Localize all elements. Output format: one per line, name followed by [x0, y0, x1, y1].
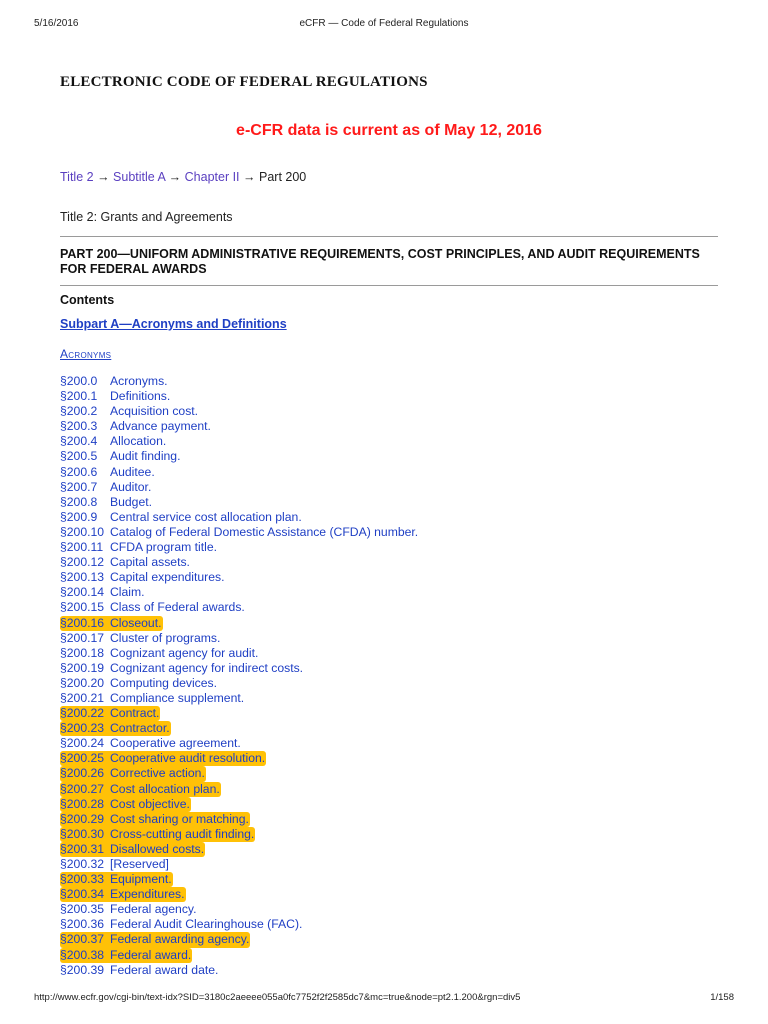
section-number: §200.15 [60, 600, 105, 615]
section-number: §200.14 [60, 585, 105, 600]
section-number: §200.18 [60, 645, 105, 660]
highlighted-section-link[interactable] [60, 797, 191, 812]
section-number: §200.32 [60, 857, 105, 871]
section-link[interactable] [60, 646, 259, 661]
section-link[interactable] [60, 434, 167, 449]
section-number: §200.34 [60, 887, 105, 902]
section-list-item[interactable] [60, 721, 419, 736]
section-title: Definitions. [110, 389, 171, 404]
section-link[interactable] [60, 449, 181, 464]
section-number: §200.6 [60, 464, 98, 479]
section-link[interactable] [60, 857, 170, 872]
section-title: Disallowed costs. [110, 841, 205, 856]
section-list-item[interactable] [60, 616, 419, 631]
print-header [34, 18, 734, 32]
section-title: Cooperative agreement. [110, 736, 241, 751]
section-title: Central service cost allocation plan. [110, 509, 302, 524]
section-title: Auditee. [110, 464, 155, 479]
highlighted-section-link[interactable] [60, 872, 173, 887]
section-list-item[interactable] [60, 374, 419, 389]
section-list-item[interactable] [60, 570, 419, 585]
section-title: Cross-cutting audit finding. [110, 826, 255, 841]
section-list-item[interactable] [60, 782, 419, 797]
section-number: §200.20 [60, 675, 105, 690]
highlighted-section-link[interactable] [60, 948, 192, 963]
section-number: §200.9 [60, 509, 98, 524]
section-number: §200.36 [60, 917, 105, 932]
section-number: §200.35 [60, 902, 105, 917]
section-list-item[interactable] [60, 706, 419, 721]
section-title: Auditor. [110, 479, 152, 494]
section-list-item[interactable] [60, 525, 419, 540]
section-number: §200.3 [60, 419, 98, 434]
highlighted-section-link[interactable] [60, 616, 163, 631]
breadcrumb-subtitle-link[interactable]: Subtitle A [113, 170, 166, 184]
section-number: §200.16 [60, 615, 105, 630]
section-list-item[interactable] [60, 932, 419, 947]
print-url: http://www.ecfr.gov/cgi-bin/text-idx?SID=3180c2aeeee055a0fc7752f2f2585dc7&mc=true&node=pt2.1.200&rgn=div5 [34, 992, 521, 1003]
section-list-item[interactable] [60, 736, 419, 751]
breadcrumb [60, 170, 306, 184]
section-number: §200.13 [60, 570, 105, 585]
section-number: §200.31 [60, 841, 105, 856]
section-list [60, 374, 419, 978]
section-list-item[interactable] [60, 948, 419, 963]
section-title: Catalog of Federal Domestic Assistance (CFDA) number. [110, 524, 419, 539]
section-number: §200.26 [60, 766, 105, 781]
section-number: §200.2 [60, 404, 98, 419]
section-number: §200.27 [60, 781, 105, 796]
section-number: §200.37 [60, 932, 105, 947]
section-link[interactable] [60, 736, 242, 751]
highlighted-section-link[interactable] [60, 887, 186, 902]
section-title: Class of Federal awards. [110, 600, 245, 615]
section-link[interactable] [60, 570, 226, 585]
section-list-item[interactable] [60, 555, 419, 570]
section-link[interactable] [60, 465, 156, 480]
section-link[interactable] [60, 963, 219, 978]
section-list-item[interactable] [60, 661, 419, 676]
section-list-item[interactable] [60, 887, 419, 902]
subpart-a-link[interactable]: Subpart A—Acronyms and Definitions [60, 317, 287, 331]
section-title: Federal awarding agency. [110, 932, 250, 947]
section-link[interactable] [60, 495, 153, 510]
highlighted-section-link[interactable] [60, 782, 221, 797]
section-title: Cooperative audit resolution. [110, 751, 266, 766]
section-list-item[interactable] [60, 404, 419, 419]
section-title: Advance payment. [110, 419, 211, 434]
section-list-item[interactable] [60, 510, 419, 525]
section-list-item[interactable] [60, 691, 419, 706]
highlighted-section-link[interactable] [60, 932, 250, 947]
section-list-item[interactable] [60, 751, 419, 766]
section-title: Acquisition cost. [110, 404, 199, 419]
section-title: Acronyms. [110, 374, 168, 388]
section-title: Capital assets. [110, 555, 190, 570]
section-list-item[interactable] [60, 465, 419, 480]
section-list-item[interactable] [60, 600, 419, 615]
section-list-item[interactable] [60, 917, 419, 932]
section-title: Allocation. [110, 434, 167, 449]
section-number: §200.29 [60, 811, 105, 826]
section-number: §200.39 [60, 962, 105, 977]
highlighted-section-link[interactable] [60, 812, 250, 827]
section-list-item[interactable] [60, 495, 419, 510]
section-number: §200.8 [60, 494, 98, 509]
print-page-title: eCFR — Code of Federal Regulations [299, 18, 469, 29]
section-title: Expenditures. [110, 887, 185, 902]
highlighted-section-link[interactable] [60, 842, 205, 857]
section-list-item[interactable] [60, 872, 419, 887]
section-list-item[interactable] [60, 646, 419, 661]
section-title: Federal Audit Clearinghouse (FAC). [110, 917, 303, 932]
section-list-item[interactable] [60, 676, 419, 691]
section-list-item[interactable] [60, 902, 419, 917]
section-list-item[interactable] [60, 797, 419, 812]
section-link[interactable] [60, 480, 152, 495]
breadcrumb-arrow: → [97, 170, 110, 184]
section-link[interactable] [60, 631, 221, 646]
divider [60, 236, 718, 237]
section-link[interactable] [60, 374, 169, 389]
section-link[interactable] [60, 540, 218, 555]
section-list-item[interactable] [60, 449, 419, 464]
section-title: Compliance supplement. [110, 690, 245, 705]
section-number: §200.12 [60, 555, 105, 570]
section-link[interactable] [60, 585, 146, 600]
section-number: §200.23 [60, 721, 105, 736]
section-number: §200.22 [60, 706, 105, 721]
section-number: §200.19 [60, 660, 105, 675]
section-link[interactable] [60, 902, 198, 917]
section-list-item[interactable] [60, 631, 419, 646]
section-link[interactable] [60, 600, 246, 615]
highlighted-section-link[interactable] [60, 721, 171, 736]
section-number: §200.28 [60, 796, 105, 811]
section-title: [Reserved] [110, 857, 169, 871]
divider [60, 285, 718, 286]
section-list-item[interactable] [60, 585, 419, 600]
highlighted-section-link[interactable] [60, 751, 266, 766]
section-title: CFDA program title. [110, 540, 218, 555]
section-link[interactable] [60, 525, 419, 540]
breadcrumb-current-part: Part 200 [259, 170, 307, 184]
acronyms-group-link[interactable]: Acronyms [60, 347, 112, 361]
section-list-item[interactable] [60, 419, 419, 434]
highlighted-section-link[interactable] [60, 766, 206, 781]
section-link[interactable] [60, 419, 212, 434]
section-number: §200.0 [60, 374, 98, 388]
breadcrumb-chapter-link[interactable]: Chapter II [184, 170, 240, 184]
section-link[interactable] [60, 510, 303, 525]
section-list-item[interactable] [60, 766, 419, 781]
section-title: Corrective action. [110, 766, 205, 781]
print-footer [34, 992, 734, 1006]
section-title: Capital expenditures. [110, 570, 225, 585]
breadcrumb-arrow: → [243, 170, 256, 184]
section-title: Federal agency. [110, 902, 197, 917]
document-title: ELECTRONIC CODE OF FEDERAL REGULATIONS [60, 74, 428, 90]
section-link[interactable] [60, 404, 199, 419]
section-number: §200.4 [60, 434, 98, 449]
currency-notice: e-CFR data is current as of May 12, 2016 [236, 122, 542, 139]
section-title: Audit finding. [110, 449, 181, 464]
contents-heading: Contents [60, 293, 115, 307]
part-title: PART 200—UNIFORM ADMINISTRATIVE REQUIREMENTS, COST PRINCIPLES, AND AUDIT REQUIREMENTS FOR FEDERAL AWARDS [60, 247, 700, 276]
section-list-item[interactable] [60, 812, 419, 827]
section-link[interactable] [60, 555, 191, 570]
section-number: §200.33 [60, 872, 105, 887]
section-title: Federal award. [110, 947, 192, 962]
section-title: Computing devices. [110, 675, 218, 690]
section-number: §200.10 [60, 524, 105, 539]
section-number: §200.5 [60, 449, 98, 464]
section-title: Cluster of programs. [110, 630, 221, 645]
section-number: §200.38 [60, 947, 105, 962]
print-date: 5/16/2016 [34, 18, 79, 29]
section-link[interactable] [60, 661, 304, 676]
section-title: Equipment. [110, 872, 172, 887]
section-title: Claim. [110, 585, 145, 600]
section-number: §200.17 [60, 630, 105, 645]
section-title: Federal award date. [110, 962, 219, 977]
breadcrumb-arrow: → [168, 170, 182, 184]
section-title: Cognizant agency for indirect costs. [110, 660, 304, 675]
highlighted-section-link[interactable] [60, 827, 255, 842]
section-list-item[interactable] [60, 857, 419, 872]
section-title: Closeout. [110, 615, 162, 630]
section-number: §200.24 [60, 736, 105, 751]
highlighted-section-link[interactable] [60, 706, 160, 721]
section-number: §200.25 [60, 751, 105, 766]
section-list-item[interactable] [60, 389, 419, 404]
section-link[interactable] [60, 917, 303, 932]
section-list-item[interactable] [60, 480, 419, 495]
section-number: §200.21 [60, 690, 105, 705]
section-title: Budget. [110, 494, 153, 509]
title-line: Title 2: Grants and Agreements [60, 210, 233, 224]
section-list-item[interactable] [60, 842, 419, 857]
section-number: §200.1 [60, 389, 98, 404]
section-link[interactable] [60, 676, 218, 691]
section-link[interactable] [60, 389, 171, 404]
print-page-number: 1/158 [710, 992, 734, 1003]
section-title: Cost allocation plan. [110, 781, 220, 796]
section-title: Cognizant agency for audit. [110, 645, 259, 660]
section-title: Contractor. [110, 721, 170, 736]
section-title: Cost objective. [110, 796, 190, 811]
breadcrumb-title-link[interactable]: Title 2 [60, 170, 94, 184]
section-list-item[interactable] [60, 827, 419, 842]
section-number: §200.30 [60, 826, 105, 841]
section-list-item[interactable] [60, 540, 419, 555]
section-number: §200.7 [60, 479, 98, 494]
section-link[interactable] [60, 691, 245, 706]
section-list-item[interactable] [60, 963, 419, 978]
section-list-item[interactable] [60, 434, 419, 449]
section-number: §200.11 [60, 540, 104, 555]
section-title: Contract. [110, 706, 160, 721]
section-title: Cost sharing or matching. [110, 811, 249, 826]
